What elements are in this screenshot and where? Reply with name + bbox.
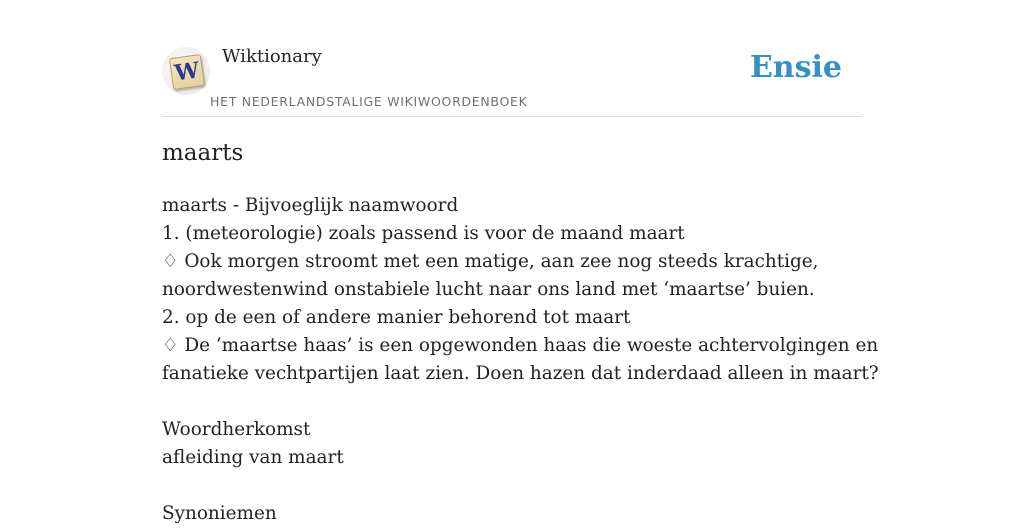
entry-title: maarts (162, 140, 244, 166)
example-2-line-2: fanatieke vechtpartijen laat zien. Doen hazen dat inderdaad alleen in maart? (162, 363, 879, 384)
example-2-line-1: ♢ De ‘maartse haas’ is een opgewonden haas die woeste achtervolgingen en (162, 335, 879, 356)
definition-headline: maarts - Bijvoeglijk naamwoord (162, 195, 459, 216)
logo-tile (169, 54, 205, 90)
etymology-text: afleiding van maart (162, 447, 344, 468)
logo-letter: W (172, 57, 202, 87)
site-tagline: HET NEDERLANDSTALIGE WIKIWOORDENBOEK (210, 94, 528, 109)
definition-sense-1: 1. (meteorologie) zoals passend is voor de maand maart (162, 223, 685, 244)
site-header (162, 0, 862, 117)
site-name[interactable]: Wiktionary (222, 46, 322, 67)
example-1-line-2: noordwestenwind onstabiele lucht naar ons land met ‘maartse’ buien. (162, 279, 815, 300)
ensie-brand-link[interactable]: Ensie (749, 50, 842, 85)
section-spacer (162, 388, 862, 416)
wiktionary-logo-icon[interactable] (162, 47, 210, 95)
definition-sense-2: 2. op de een of andere manier behorend tot maart (162, 307, 631, 328)
synonyms-heading: Synoniemen (162, 503, 277, 524)
section-spacer (162, 472, 862, 500)
entry-content (162, 192, 879, 528)
etymology-heading: Woordherkomst (162, 419, 311, 440)
example-1-line-1: ♢ Ook morgen stroomt met een matige, aan zee nog steeds krachtige, (162, 251, 819, 272)
